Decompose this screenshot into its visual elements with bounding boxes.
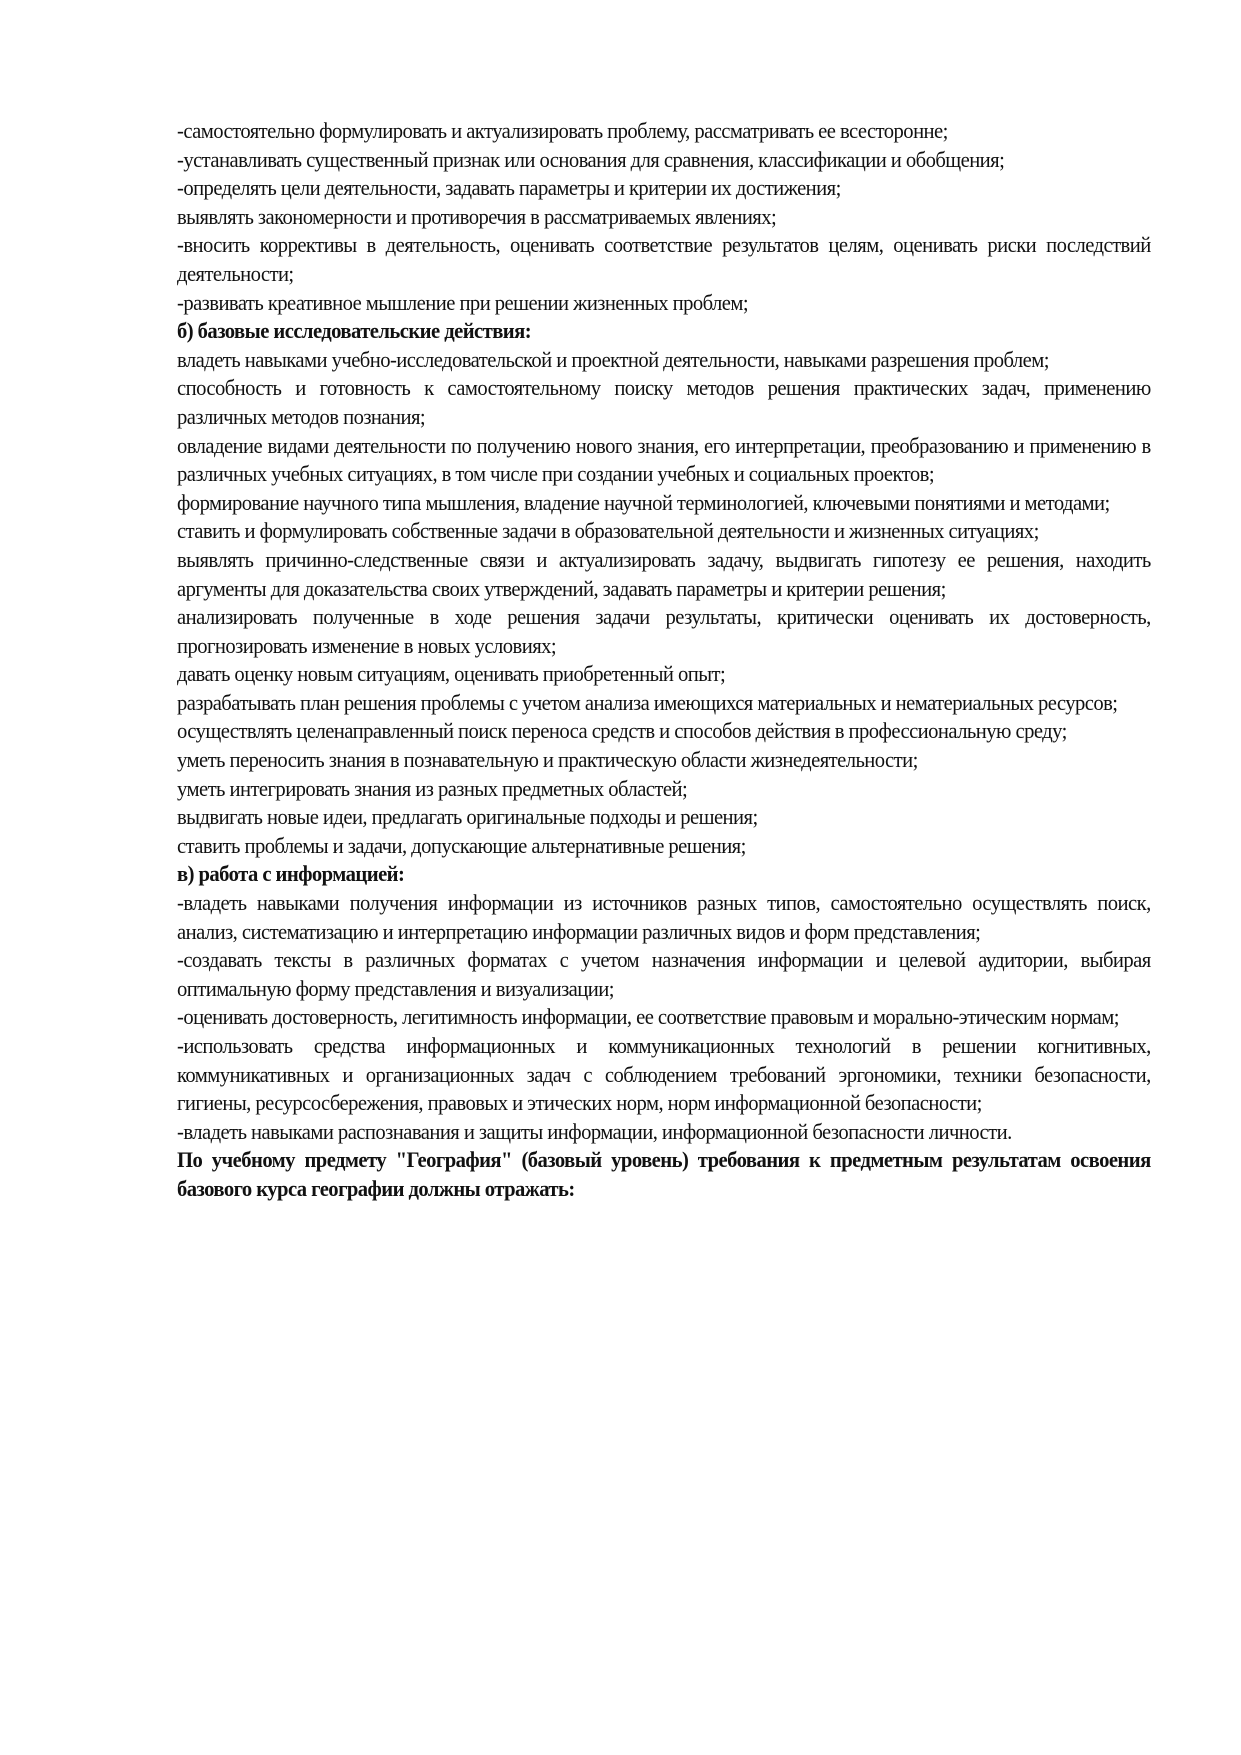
paragraph-item: осуществлять целенаправленный поиск переноса средств и способов действия в профессиональную среду;: [177, 718, 1067, 744]
paragraph-item: давать оценку новым ситуациям, оценивать приобретенный опыт;: [177, 661, 726, 687]
paragraph-item: уметь интегрировать знания из разных предметных областей;: [177, 775, 688, 801]
paragraph-item: способность и готовность к самостоятельному поиску методов решения практических задач, применению различных методов познания;: [177, 375, 1151, 429]
paragraph-item: овладение видами деятельности по получению нового знания, его интерпретации, преобразованию и применению в различных учебных ситуациях, в том числе при создании учебных и социальных проектов;: [177, 432, 1151, 487]
closing-statement: По учебному предмету "География" (базовый уровень) требования к предметным результатам освоения базового курса географии должны отражать:: [177, 1147, 1151, 1201]
paragraph-item: -владеть навыками распознавания и защиты информации, информационной безопасности личности.: [177, 1118, 1012, 1144]
paragraph-item: ставить и формулировать собственные задачи в образовательной деятельности и жизненных ситуациях;: [177, 518, 1039, 544]
paragraph-item: ставить проблемы и задачи, допускающие альтернативные решения;: [177, 832, 746, 858]
paragraph-item: -использовать средства информационных и коммуникационных технологий в решении когнитивных, коммуникативных и организационных задач с соблюдением требований эргономики, техники безопасности, гигиены, ресурсосбережения, правовых и этических норм, норм информационной безопасности;: [177, 1033, 1151, 1116]
paragraph-item: -оценивать достоверность, легитимность информации, ее соответствие правовым и морально-этическим нормам;: [177, 1004, 1119, 1030]
paragraph-item: уметь переносить знания в познавательную и практическую области жизнедеятельности;: [177, 747, 918, 773]
paragraph-item: -владеть навыками получения информации из источников разных типов, самостоятельно осуществлять поиск, анализ, систематизацию и интерпретацию информации различных видов и форм представления;: [177, 890, 1151, 944]
paragraph-item: -устанавливать существенный признак или основания для сравнения, классификации и обобщения;: [177, 146, 1005, 172]
paragraph-item: разрабатывать план решения проблемы с учетом анализа имеющихся материальных и нематериальных ресурсов;: [177, 689, 1118, 715]
paragraph-item: -создавать тексты в различных форматах с учетом назначения информации и целевой аудитории, выбирая оптимальную форму представления и визуализации;: [177, 947, 1151, 1001]
paragraph-item: -развивать креативное мышление при решении жизненных проблем;: [177, 289, 749, 315]
paragraph-item: -вносить коррективы в деятельность, оценивать соответствие результатов целям, оценивать риски последствий деятельности;: [177, 232, 1151, 286]
paragraph-item: выдвигать новые идеи, предлагать оригинальные подходы и решения;: [177, 804, 758, 830]
paragraph-item: формирование научного типа мышления, владение научной терминологией, ключевыми понятиями и методами;: [177, 489, 1110, 515]
paragraph-item: -самостоятельно формулировать и актуализировать проблему, рассматривать ее всесторонне;: [177, 118, 948, 143]
paragraph-item: выявлять закономерности и противоречия в рассматриваемых явлениях;: [177, 203, 777, 229]
paragraph-item: владеть навыками учебно-исследовательской и проектной деятельности, навыками разрешения проблем;: [177, 346, 1049, 372]
paragraph-item: -определять цели деятельности, задавать параметры и критерии их достижения;: [177, 175, 841, 201]
paragraph-item: выявлять причинно-следственные связи и актуализировать задачу, выдвигать гипотезу ее решения, находить аргументы для доказательства своих утверждений, задавать параметры и критерии решения;: [177, 546, 1151, 601]
paragraph-item: анализировать полученные в ходе решения задачи результаты, критически оценивать их достоверность, прогнозировать изменение в новых условиях;: [177, 604, 1151, 658]
section-heading-information-work: в) работа с информацией:: [177, 861, 405, 887]
document-page: [177, 117, 1151, 1204]
section-heading-research-actions: б) базовые исследовательские действия:: [177, 318, 532, 344]
